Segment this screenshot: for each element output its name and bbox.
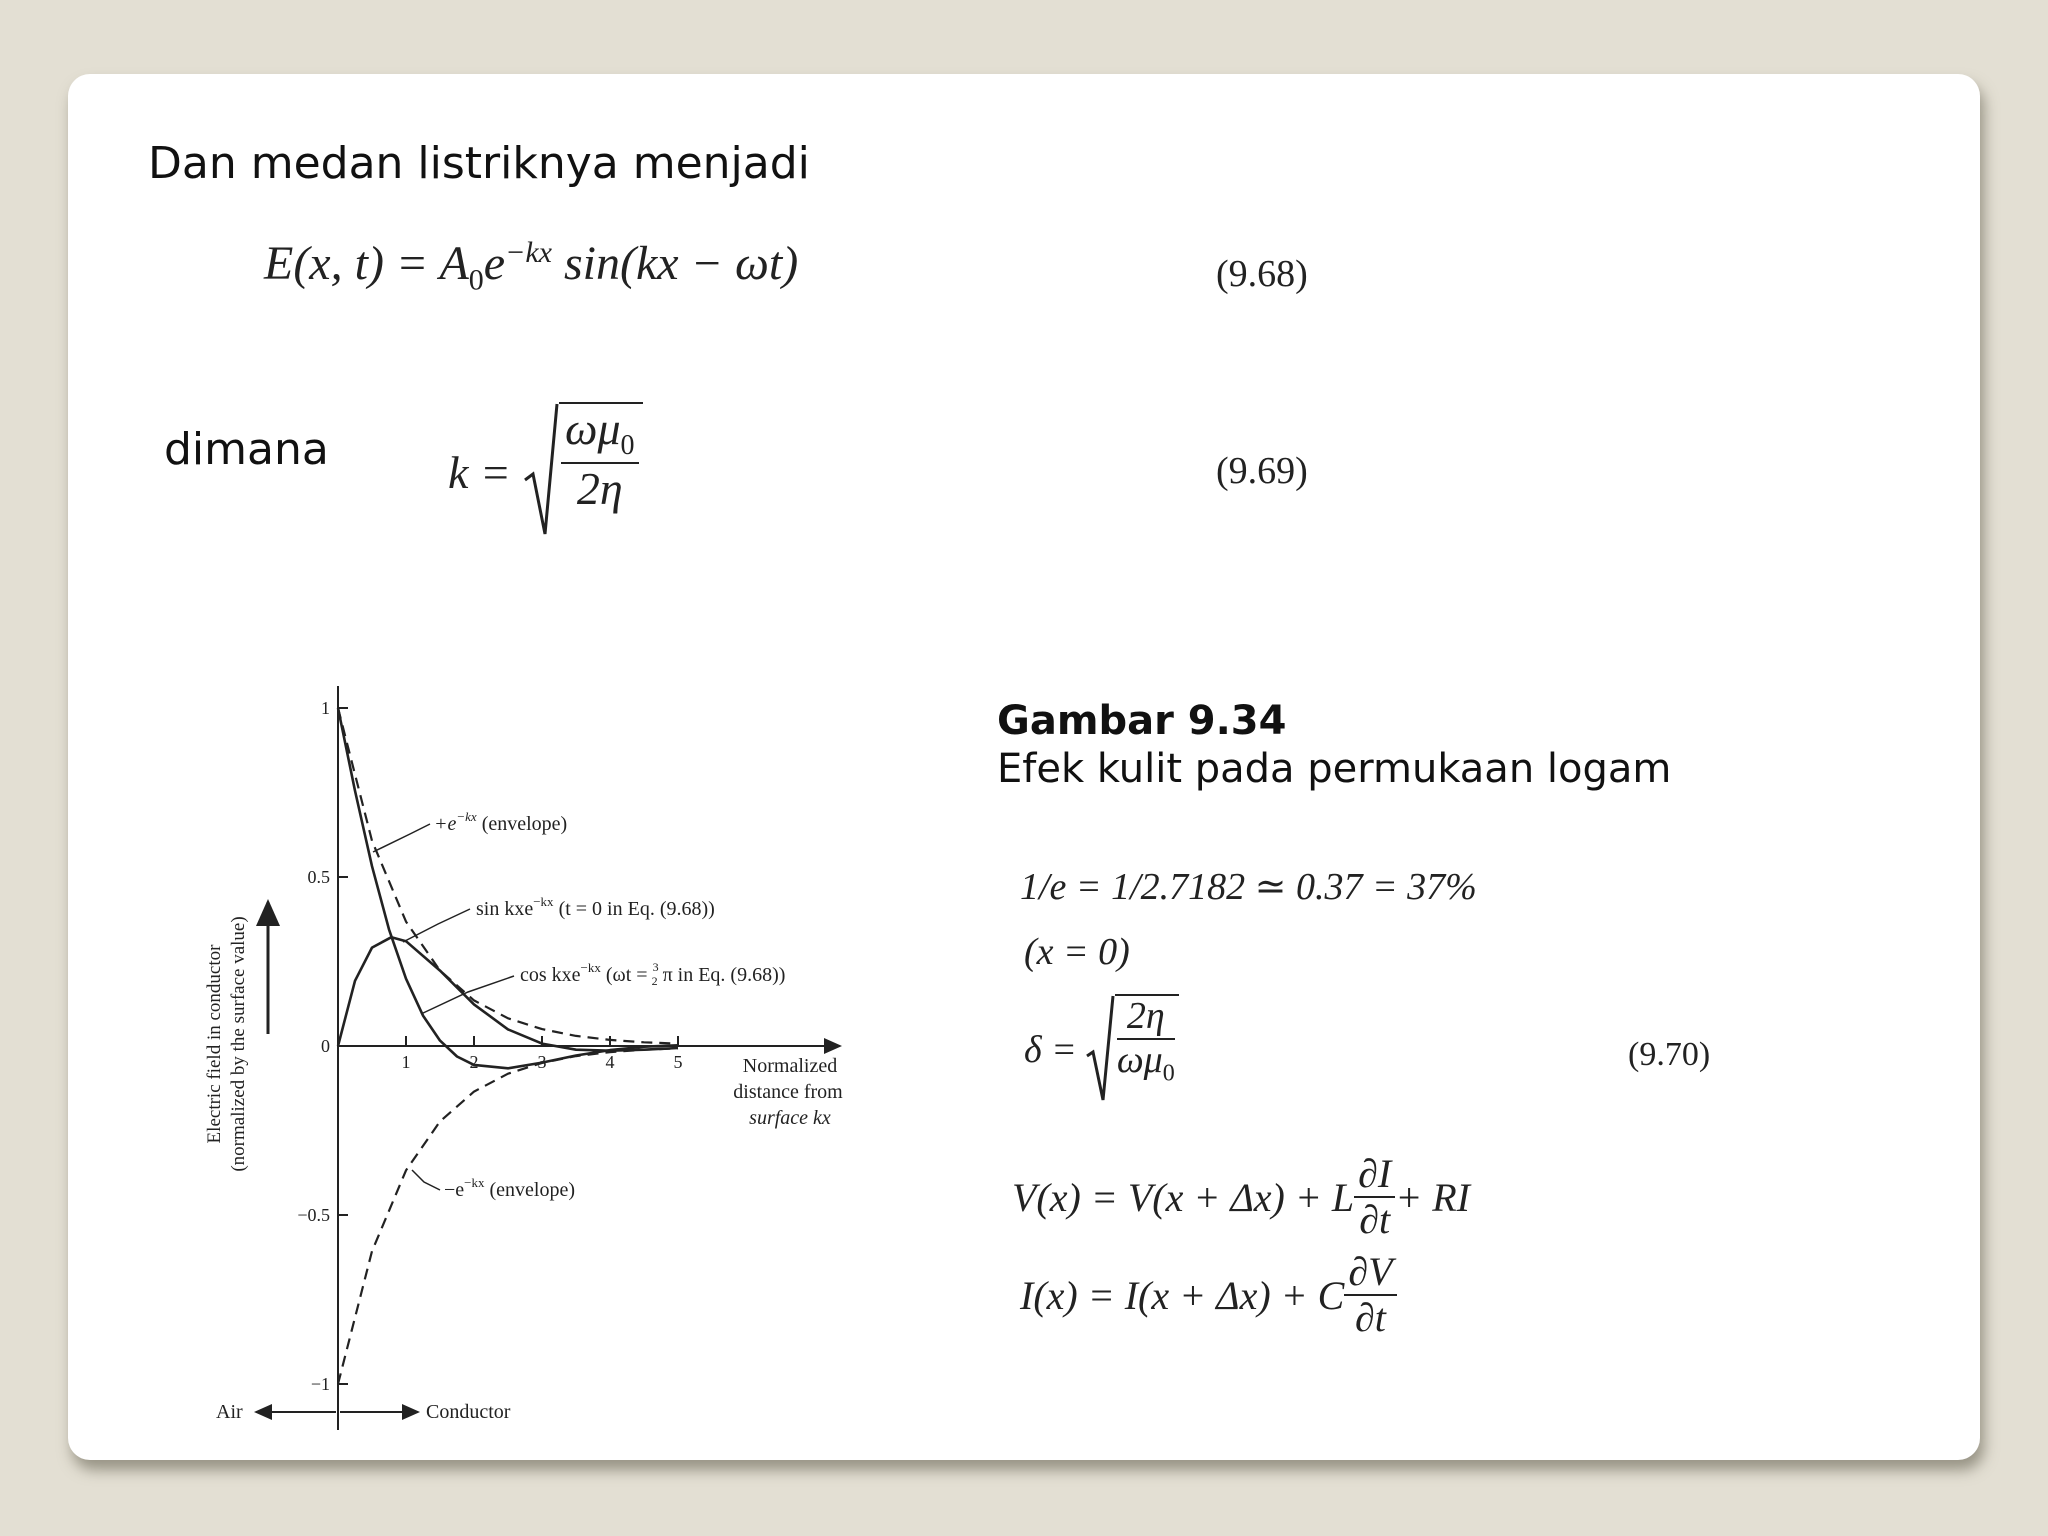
- equation-9-69: [448, 402, 643, 542]
- y-axis-label-line1: Electric field in conductor: [204, 944, 225, 1144]
- eq-968-lhs: E(x, t) = A: [264, 237, 469, 290]
- eq-970-num: 2η: [1117, 996, 1175, 1040]
- eq-969-num-sub: 0: [620, 430, 635, 462]
- x-tick-label: 1: [401, 1052, 411, 1072]
- annotation-pos-envelope: $+e^{-kx}$ (envelope): [434, 809, 568, 835]
- neg-envelope-curve: [338, 1048, 678, 1384]
- eq-v-rhs: + RI: [1395, 1174, 1470, 1220]
- y-axis-label-line2: (normalized by the surface value): [228, 916, 249, 1172]
- x-tick-label: 2: [469, 1052, 479, 1072]
- x-tick-label: 3: [537, 1052, 547, 1072]
- eq-v-num: ∂I: [1354, 1152, 1395, 1198]
- y-tick-label: 1: [321, 698, 330, 718]
- eq-969-lhs: k =: [448, 446, 511, 498]
- equation-inverse-e: 1/e = 1/2.7182 ≃ 0.37 = 37%: [1020, 866, 1477, 908]
- eq-970-number: (9.70): [1628, 1036, 1711, 1073]
- conductor-label: Conductor: [426, 1401, 511, 1423]
- figure-caption-title: Gambar 9.34: [997, 698, 1287, 744]
- sin-curve: [338, 937, 678, 1050]
- eq-i-lhs: I(x) = I(x + Δx) + C: [1020, 1272, 1345, 1318]
- slide-card: [68, 74, 1980, 1460]
- sqrt-symbol-970: [1085, 994, 1179, 1106]
- x-axis-label-line1: Normalized: [742, 1055, 838, 1077]
- intro-text: Dan medan listriknya menjadi: [148, 138, 810, 189]
- x-tick-label: 4: [605, 1052, 615, 1072]
- eq-968-rhs: sin(kx − ωt): [551, 237, 799, 290]
- pos-envelope-curve: [338, 708, 678, 1044]
- equation-current: [1020, 1250, 1397, 1340]
- annotation-neg-envelope: $-e^{-kx}$ (envelope): [444, 1175, 576, 1201]
- equation-x-zero: (x = 0): [1024, 931, 1130, 973]
- x-tick-label: 5: [673, 1052, 683, 1072]
- y-tick-label: 0: [321, 1036, 330, 1056]
- eq-v-lhs: V(x) = V(x + Δx) + L: [1012, 1174, 1355, 1220]
- eq-968-number: (9.68): [1216, 253, 1308, 295]
- eq-968-exp: −kx: [505, 236, 552, 269]
- eq-970-den-sub: 0: [1162, 1060, 1175, 1087]
- leader-neg-envelope: [412, 1170, 440, 1190]
- cos-curve: [338, 708, 678, 1068]
- dimana-label: dimana: [164, 424, 329, 475]
- y-tick-label: −0.5: [297, 1205, 330, 1225]
- leader-sin: [403, 909, 470, 942]
- eq-969-den: 2η: [576, 462, 623, 514]
- sqrt-symbol: [523, 402, 643, 542]
- equation-9-70: [1024, 994, 1179, 1106]
- leader-cos: [421, 976, 514, 1014]
- skin-effect-chart: [128, 604, 868, 1434]
- x-axis-label-line3: surface kx: [749, 1107, 831, 1129]
- leader-pos-envelope: [373, 824, 430, 852]
- eq-i-num: ∂V: [1344, 1250, 1396, 1296]
- eq-969-number: (9.69): [1216, 450, 1308, 492]
- eq-i-den: ∂t: [1354, 1295, 1386, 1340]
- annotation-sin: sin kxe$^{-kx}$ (t = 0 in Eq. (9.68)): [476, 894, 715, 920]
- air-label: Air: [216, 1401, 243, 1423]
- eq-v-den: ∂t: [1359, 1197, 1391, 1242]
- eq-970-lhs: δ =: [1024, 1029, 1077, 1071]
- figure-caption-text: Efek kulit pada permukaan logam: [997, 746, 1672, 792]
- eq-969-num: ωμ: [564, 403, 621, 454]
- eq-968-sub: 0: [468, 263, 484, 297]
- y-tick-label: 0.5: [307, 867, 330, 887]
- equation-voltage: [1012, 1152, 1470, 1242]
- y-tick-label: −1: [310, 1374, 330, 1394]
- equation-9-68: [264, 236, 798, 298]
- x-axis-label-line2: distance from: [733, 1081, 843, 1103]
- annotation-cos: cos kxe$^{-kx}$ (ωt = $^3$ 2 π in Eq. (9.68)): [520, 960, 786, 988]
- eq-970-den: ωμ: [1116, 1038, 1163, 1081]
- eq-968-e: e: [483, 237, 506, 290]
